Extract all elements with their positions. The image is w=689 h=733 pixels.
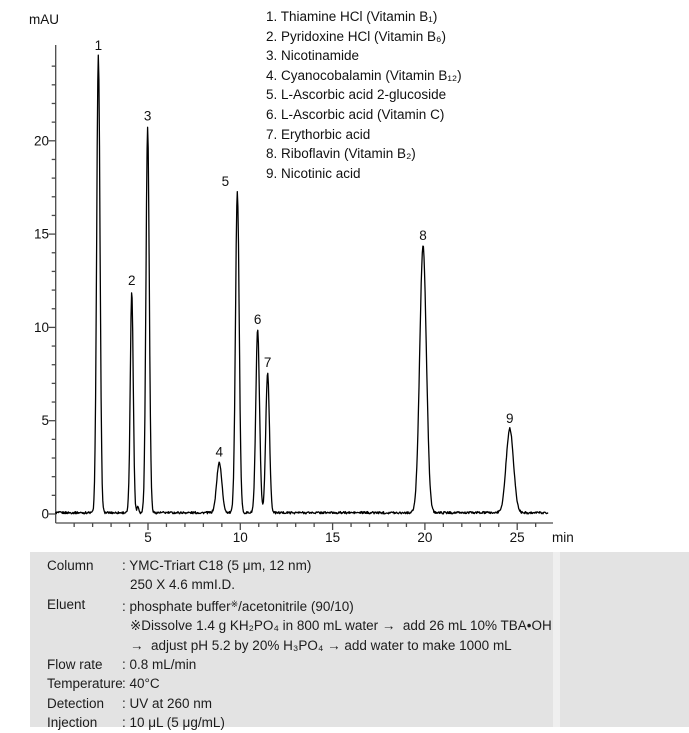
x-axis-tick-label: 10 <box>232 530 248 545</box>
y-axis-tick-label: 15 <box>33 226 49 242</box>
text-run: : YMC-Triart C18 (5 μm, 12 nm) <box>122 558 312 573</box>
text-run: 250 X 4.6 mmI.D. <box>130 577 236 593</box>
x-axis-tick-label: 15 <box>325 530 341 545</box>
condition-value-line <box>122 556 689 575</box>
condition-row <box>47 694 689 713</box>
condition-value-line <box>122 575 689 594</box>
condition-value <box>122 595 689 655</box>
condition-value <box>122 694 689 713</box>
condition-label: Injection <box>47 715 98 731</box>
condition-value-line <box>122 636 689 655</box>
peak-label: 7 <box>263 355 272 371</box>
peak-legend <box>266 7 462 183</box>
legend-item: 9. Nicotinic acid <box>266 165 361 181</box>
text-run: : 10 μL (5 μg/mL) <box>122 715 225 731</box>
condition-label: Eluent <box>47 596 86 612</box>
condition-value-line <box>122 694 689 713</box>
condition-row <box>47 655 689 674</box>
condition-label: Temperature <box>47 676 123 692</box>
y-axis-unit-label: mAU <box>29 12 59 27</box>
x-axis-unit-label: min <box>552 530 574 545</box>
condition-value <box>122 674 689 693</box>
y-axis-tick-label: 5 <box>41 413 49 429</box>
condition-label: Detection <box>47 695 105 711</box>
text-run: → adjust pH 5.2 by 20% H₃PO₄ → add water to make 1000 mL <box>130 637 512 653</box>
x-axis-tick-label: 20 <box>417 530 433 545</box>
condition-value-line <box>122 655 689 674</box>
condition-value <box>122 655 689 674</box>
text-run: : phosphate buffer <box>122 598 231 614</box>
condition-label: Flow rate <box>47 657 103 673</box>
y-axis-tick-label: 10 <box>33 319 49 335</box>
legend-item: 8. Riboflavin (Vitamin B₂) <box>266 146 416 162</box>
condition-row <box>47 713 689 732</box>
text-run: : 0.8 mL/min <box>122 657 197 673</box>
condition-value-line <box>122 713 689 732</box>
condition-row <box>47 674 689 693</box>
condition-value-line <box>122 674 689 693</box>
peak-label: 1 <box>94 37 103 53</box>
peak-label: 9 <box>506 411 514 427</box>
condition-label: Column <box>47 558 94 573</box>
condition-row <box>47 595 689 655</box>
condition-value-line <box>122 595 689 616</box>
text-run: ※Dissolve 1.4 g KH₂PO₄ in 800 mL water → add 26 mL 10% TBA•OH <box>130 618 552 634</box>
condition-row <box>47 556 689 595</box>
text-run: /acetonitrile (90/10) <box>238 598 354 614</box>
peak-label: 5 <box>221 174 230 190</box>
peak-label: 4 <box>215 444 224 460</box>
y-axis-tick-label: 20 <box>33 133 49 149</box>
condition-value <box>122 713 689 732</box>
x-axis-tick-label: 5 <box>144 530 152 545</box>
legend-item: 7. Erythorbic acid <box>266 126 371 142</box>
peak-label: 6 <box>253 312 262 328</box>
reference-mark: ※ <box>230 598 239 609</box>
text-run: : UV at 260 nm <box>122 695 213 711</box>
conditions-panel <box>30 552 689 731</box>
condition-value <box>122 556 689 595</box>
y-axis-tick-label: 0 <box>41 506 49 522</box>
legend-item: 6. L-Ascorbic acid (Vitamin C) <box>266 106 445 122</box>
peak-label: 3 <box>143 108 152 124</box>
legend-item: 4. Cyanocobalamin (Vitamin B₁₂) <box>266 67 462 83</box>
peak-label: 8 <box>419 228 427 244</box>
condition-value-line <box>122 616 689 635</box>
text-run: : 40°C <box>122 676 160 692</box>
x-axis-tick-label: 25 <box>509 530 525 545</box>
legend-item: 2. Pyridoxine HCl (Vitamin B₆) <box>266 28 447 44</box>
legend-item: 5. L-Ascorbic acid 2-glucoside <box>266 87 447 103</box>
peak-label: 2 <box>127 272 136 288</box>
legend-item: 1. Thiamine HCl (Vitamin B₁) <box>266 9 438 24</box>
legend-item: 3. Nicotinamide <box>266 48 360 64</box>
